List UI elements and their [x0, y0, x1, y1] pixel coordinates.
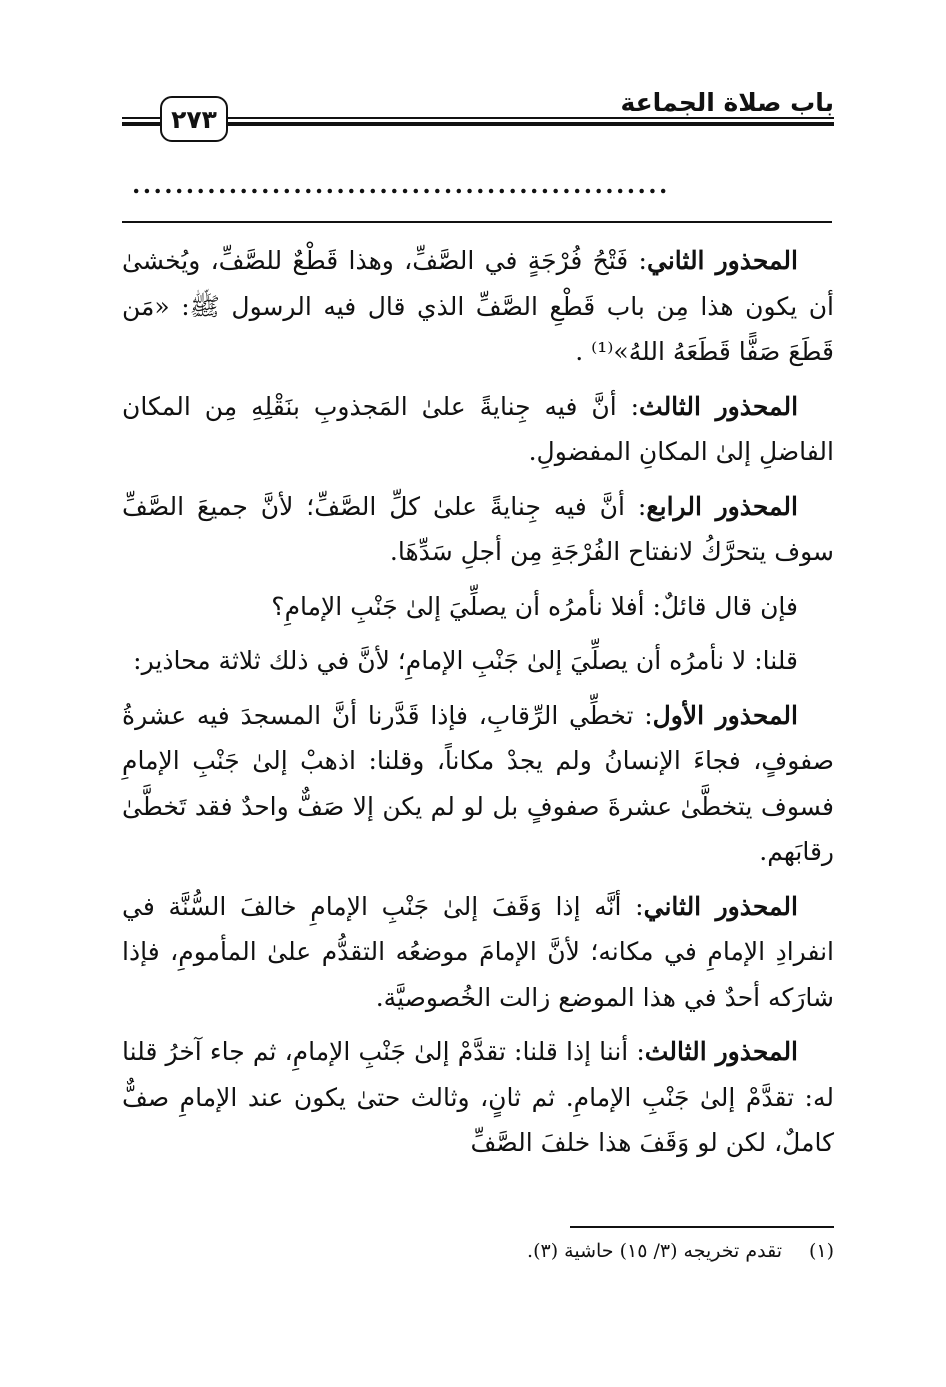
paragraph	[122, 1029, 834, 1166]
header-rule-left-bottom	[122, 122, 162, 126]
paragraph-text: قلنا: لا نأمرُه أن يصلِّيَ إلىٰ جَنْبِ الإمامِ؛ لأنَّ في ذلك ثلاثة محاذير:	[133, 646, 798, 675]
paragraph	[122, 238, 834, 375]
paragraph-label: المحذور الثاني	[646, 246, 798, 275]
paragraph	[122, 884, 834, 1021]
paragraph-text: : أنَّ فيه جِنايةً علىٰ المَجذوبِ بنَقْلِهِ مِن المكان الفاضلِ إلىٰ المكانِ المفضولِ.	[122, 391, 834, 466]
section-separator	[122, 221, 832, 223]
paragraph-text: : أنَّه إذا وَقَفَ إلىٰ جَنْبِ الإمامِ خالفَ السُّنَّة في انفرادِ الإمامِ في مكانه؛ لأنَّ الإمامَ موضعُه التقدُّم علىٰ المأمومِ، فإذا شارَكه أحدٌ في هذا الموضع زالت الخُصوصيَّة.	[122, 891, 834, 1012]
paragraph-label: المحذور الثاني	[643, 891, 798, 921]
header-rule-left-top	[122, 117, 162, 119]
paragraph-text: : أنَّ فيه جِنايةً علىٰ كلِّ الصَّفِّ؛ لأنَّ جميعَ الصَّفِّ سوف يتحرَّكُ لانفتاح الفُرْجَةِ مِن أجلِ سَدِّهَا.	[122, 491, 834, 566]
body-text	[122, 238, 834, 1175]
paragraph-label: المحذور الثالث	[644, 1037, 799, 1066]
paragraph	[122, 384, 834, 475]
footnote-separator	[570, 1226, 834, 1228]
header-rule-right-bottom	[228, 122, 834, 126]
paragraph-label: المحذور الأول	[652, 700, 798, 730]
paragraph-text: : فَتْحُ فُرْجَةٍ في الصَّفِّ، وهذا قَطْعٌ للصَّفِّ، ويُخشىٰ أن يكون هذا مِن باب قَطْعِ الصَّفِّ الذي قال فيه الرسول ﷺ: «مَن قَطَعَ صَفًّا قَطَعَهُ اللهُ»⁽¹⁾ .	[122, 246, 834, 366]
paragraph-text: : تخطِّي الرِّقابِ، فإذا قَدَّرنا أنَّ المسجدَ فيه عشرةُ صفوفٍ، فجاءَ الإنسانُ ولم يجدْ مكاناً، وقلنا: اذهبْ إلىٰ جَنْبِ الإمامِ فسوف يتخطَّىٰ عشرةَ صفوفٍ بل لو لم يكن إلا صَفٌّ واحدٌ فقد تَخطَّىٰ رقابَهم.	[122, 700, 834, 866]
footnote-number: (١)	[808, 1240, 834, 1262]
paragraph	[122, 584, 834, 630]
paragraph-label: المحذور الرابع	[646, 491, 798, 521]
chapter-title: باب صلاة الجماعة	[620, 88, 834, 117]
header-rule-right-top	[228, 117, 834, 119]
paragraph	[122, 484, 834, 575]
footnote-text: تقدم تخريجه (٣/ ١٥) حاشية (٣).	[527, 1240, 782, 1262]
paragraph	[122, 693, 834, 875]
footnote	[122, 1236, 834, 1266]
ellipsis-continuation: ..................................................	[132, 170, 670, 199]
paragraph-label: المحذور الثالث	[639, 391, 799, 421]
paragraph-text: : أننا إذا قلنا: تقدَّمْ إلىٰ جَنْبِ الإمامِ، ثم جاء آخرُ قلنا له: تقدَّمْ إلىٰ جَنْبِ الإمامِ. ثم ثانٍ، وثالث حتىٰ يكون عند الإمامِ صفٌّ كاملٌ، لكن لو وَقَفَ هذا خلفَ الصَّفِّ	[122, 1037, 834, 1157]
paragraph-text: فإن قال قائلٌ: أفلا نأمرُه أن يصلِّيَ إلىٰ جَنْبِ الإمامِ؟	[271, 591, 798, 621]
paragraph	[122, 638, 834, 684]
page-number: ٢٧٣	[160, 96, 228, 142]
